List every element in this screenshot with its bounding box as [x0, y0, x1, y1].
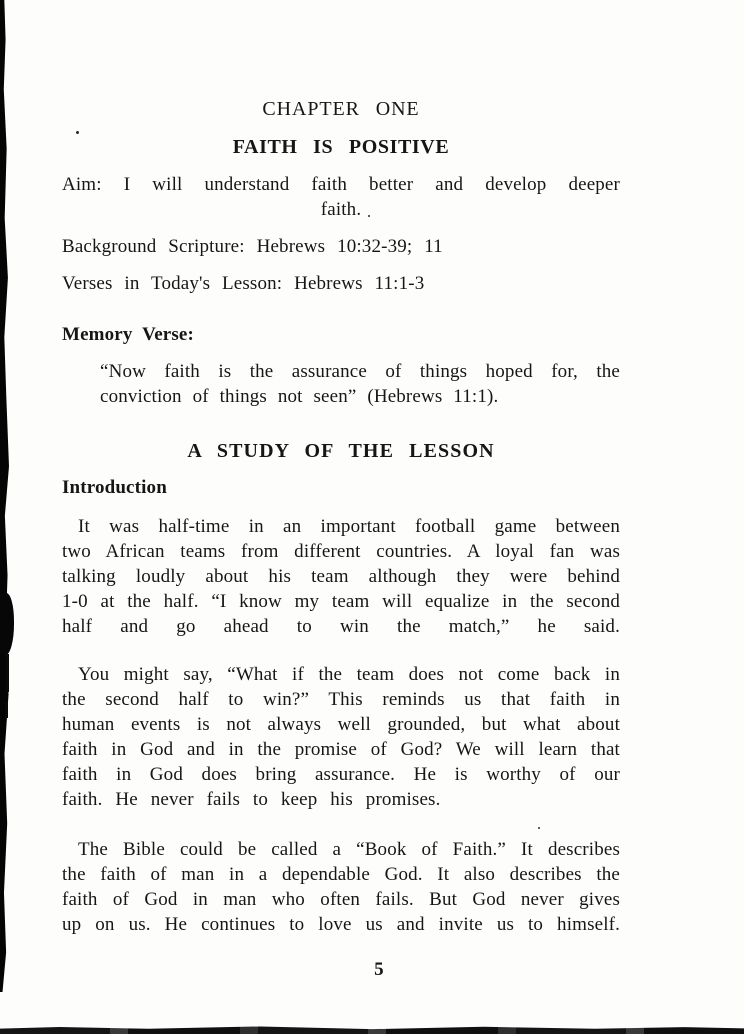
- text-line: faith. He never fails to keep his promises.: [62, 789, 441, 810]
- text-line: human events is not always well grounded, but what about: [62, 714, 620, 735]
- memory-verse-heading: Memory Verse:: [62, 324, 194, 345]
- text-column: [62, 0, 620, 982]
- paragraph: [62, 514, 620, 639]
- memory-verse-quote: [100, 359, 620, 409]
- introduction-heading: Introduction: [62, 477, 167, 498]
- paragraph: [62, 837, 620, 937]
- chapter-title: FAITH IS POSITIVE: [232, 136, 450, 158]
- scan-gutter-blob: [0, 593, 14, 655]
- text-line: The Bible could be called a “Book of Faith.” It describes: [78, 839, 620, 860]
- text-line: “Now faith is the assurance of things hoped for, the: [100, 361, 620, 382]
- lesson-verses: Verses in Today's Lesson: Hebrews 11:1-3: [62, 273, 425, 294]
- scan-gutter-dash: [6, 654, 9, 692]
- aim-statement: [62, 172, 620, 222]
- text-line: 1-0 at the half. “I know my team will equalize in the second: [62, 591, 620, 612]
- text-line: faith.: [320, 199, 362, 220]
- scan-gutter-dash: [5, 702, 8, 718]
- text-line: half and go ahead to win the match,” he said.: [62, 616, 620, 637]
- text-line: conviction of things not seen” (Hebrews 11:1).: [100, 386, 499, 407]
- background-scripture: Background Scripture: Hebrews 10:32-39; 11: [62, 236, 443, 257]
- paragraph: [62, 662, 620, 812]
- text-line: two African teams from different countries. A loyal fan was: [62, 541, 620, 562]
- text-line: the faith of man in a dependable God. It also describes the: [62, 864, 620, 885]
- text-line: faith of God in man who often fails. But God never gives: [62, 889, 620, 910]
- text-line: up on us. He continues to love us and invite us to himself.: [62, 914, 620, 935]
- text-line: faith in God does bring assurance. He is worthy of our: [62, 764, 620, 785]
- chapter-heading: CHAPTER ONE: [262, 98, 420, 120]
- text-line: talking loudly about his team although they were behind: [62, 566, 620, 587]
- text-line: faith in God and in the promise of God? We will learn that: [62, 739, 620, 760]
- scan-edge-bottom: [0, 1025, 744, 1034]
- text-line: It was half-time in an important football game between: [78, 516, 620, 537]
- scan-gutter-shadow-left: [0, 0, 9, 992]
- page-number: 5: [374, 959, 384, 980]
- section-heading: A STUDY OF THE LESSON: [187, 440, 495, 462]
- text-line: the second half to win?” This reminds us that faith in: [62, 689, 620, 710]
- text-line: Aim: I will understand faith better and develop deeper: [62, 174, 620, 195]
- text-line: You might say, “What if the team does not come back in: [78, 664, 620, 685]
